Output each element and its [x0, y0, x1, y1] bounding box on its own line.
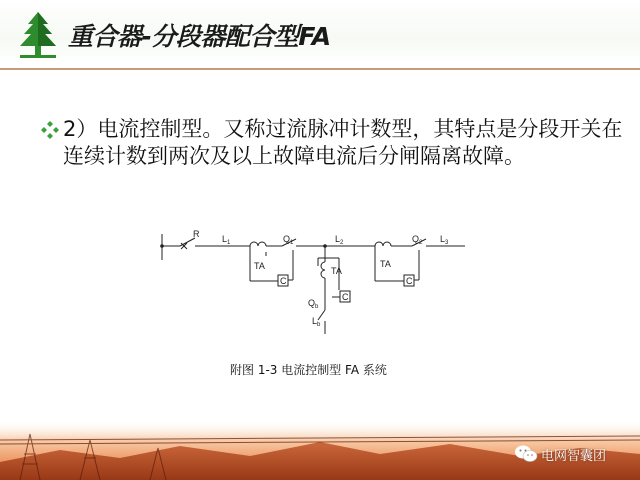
label-ta2: TA: [331, 266, 342, 276]
label-l1: $L_1$: [222, 234, 231, 246]
diamond-cluster-bullet-icon: [40, 120, 60, 140]
label-c1: C: [280, 276, 287, 286]
label-ta3: TA: [380, 259, 391, 269]
pine-tree-logo-icon: [16, 10, 60, 62]
watermark: [514, 444, 606, 464]
label-lb: $L_b$: [312, 316, 321, 328]
label-l3: $L_3$: [440, 234, 449, 246]
label-q1: $Q_1$: [283, 234, 294, 246]
label-r: R: [193, 229, 200, 239]
label-l2: $L_2$: [335, 234, 344, 246]
label-c3: C: [406, 276, 413, 286]
bullet-text: 2）电流控制型。又称过流脉冲计数型，其特点是分段开关在连续计数到两次及以上故障电流后分闸隔离故障。: [63, 117, 623, 168]
watermark-text: 电网智囊团: [541, 448, 607, 464]
wechat-icon: [514, 444, 538, 464]
circuit-diagram: [150, 224, 480, 336]
label-q2: $Q_2$: [412, 234, 423, 246]
label-c2: C: [342, 292, 349, 302]
slide-title: 重合器-分段器配合型FA: [68, 22, 331, 51]
label-ta1: TA: [254, 261, 265, 271]
label-qb: $Q_b$: [308, 298, 319, 310]
title-underline: [0, 68, 640, 70]
figure-caption: 附图 1-3 电流控制型 FA 系统: [230, 363, 387, 377]
